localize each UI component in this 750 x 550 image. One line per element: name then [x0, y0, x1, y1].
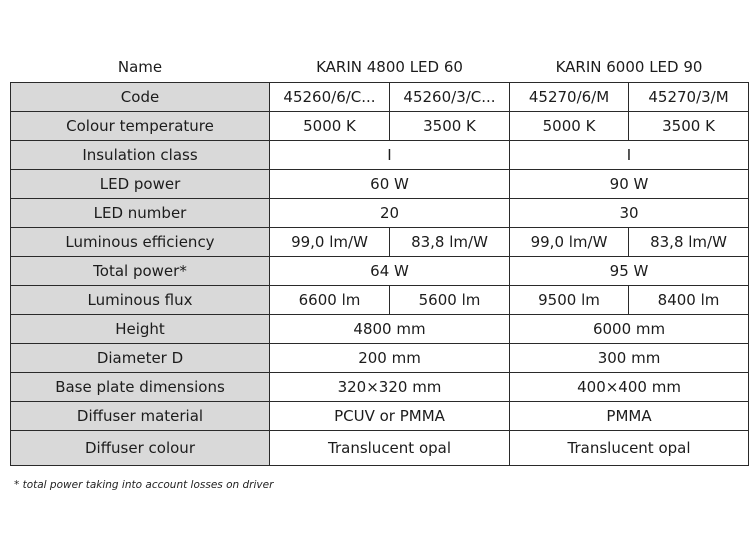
row-label: LED power	[11, 170, 270, 199]
row-label: Insulation class	[11, 141, 270, 170]
table-row	[11, 344, 749, 373]
row-label: Height	[11, 315, 270, 344]
table-row	[11, 83, 749, 112]
row-label: Luminous efficiency	[11, 228, 270, 257]
cell-value: I	[270, 141, 510, 170]
row-label: Total power*	[11, 257, 270, 286]
header-model-b: KARIN 6000 LED 90	[555, 58, 703, 76]
table-row	[11, 373, 749, 402]
footnote: * total power taking into account losses on driver	[14, 479, 274, 491]
cell-value: PMMA	[510, 402, 749, 431]
cell-value: 83,8 lm/W	[390, 228, 510, 257]
cell-value: 45270/3/M	[629, 83, 749, 112]
table-row	[11, 286, 749, 315]
cell-value: 400×400 mm	[510, 373, 749, 402]
table-row	[11, 431, 749, 466]
table-row	[11, 257, 749, 286]
cell-value: 300 mm	[510, 344, 749, 373]
cell-value: 5000 K	[270, 112, 390, 141]
cell-value: 200 mm	[270, 344, 510, 373]
cell-value: 6000 mm	[510, 315, 749, 344]
row-label: Base plate dimensions	[11, 373, 270, 402]
cell-value: 45260/6/C...	[270, 83, 390, 112]
row-label: Diameter D	[11, 344, 270, 373]
cell-value: 8400 lm	[629, 286, 749, 315]
cell-value: Translucent opal	[270, 431, 510, 466]
cell-value: 3500 K	[629, 112, 749, 141]
header-name: Name	[117, 58, 163, 76]
cell-value: 99,0 lm/W	[270, 228, 390, 257]
cell-value: 4800 mm	[270, 315, 510, 344]
cell-value: 20	[270, 199, 510, 228]
cell-value: 95 W	[510, 257, 749, 286]
row-label: Code	[11, 83, 270, 112]
spec-table	[10, 52, 749, 466]
spec-table-container	[10, 52, 748, 466]
table-row	[11, 315, 749, 344]
row-label: Luminous flux	[11, 286, 270, 315]
cell-value: I	[510, 141, 749, 170]
table-row	[11, 402, 749, 431]
table-row	[11, 141, 749, 170]
cell-value: 3500 K	[390, 112, 510, 141]
header-model-a: KARIN 4800 LED 60	[316, 58, 463, 76]
cell-value: Translucent opal	[510, 431, 749, 466]
table-row	[11, 199, 749, 228]
cell-value: 6600 lm	[270, 286, 390, 315]
table-row	[11, 170, 749, 199]
row-label: Colour temperature	[11, 112, 270, 141]
cell-value: PCUV or PMMA	[270, 402, 510, 431]
cell-value: 5600 lm	[390, 286, 510, 315]
cell-value: 45270/6/M	[510, 83, 629, 112]
header-row	[11, 52, 749, 83]
cell-value: 83,8 lm/W	[629, 228, 749, 257]
cell-value: 90 W	[510, 170, 749, 199]
cell-value: 30	[510, 199, 749, 228]
row-label: Diffuser colour	[11, 431, 270, 466]
table-row	[11, 228, 749, 257]
cell-value: 60 W	[270, 170, 510, 199]
cell-value: 320×320 mm	[270, 373, 510, 402]
cell-value: 45260/3/C...	[390, 83, 510, 112]
table-row	[11, 112, 749, 141]
cell-value: 64 W	[270, 257, 510, 286]
cell-value: 5000 K	[510, 112, 629, 141]
cell-value: 9500 lm	[510, 286, 629, 315]
row-label: Diffuser material	[11, 402, 270, 431]
cell-value: 99,0 lm/W	[510, 228, 629, 257]
row-label: LED number	[11, 199, 270, 228]
